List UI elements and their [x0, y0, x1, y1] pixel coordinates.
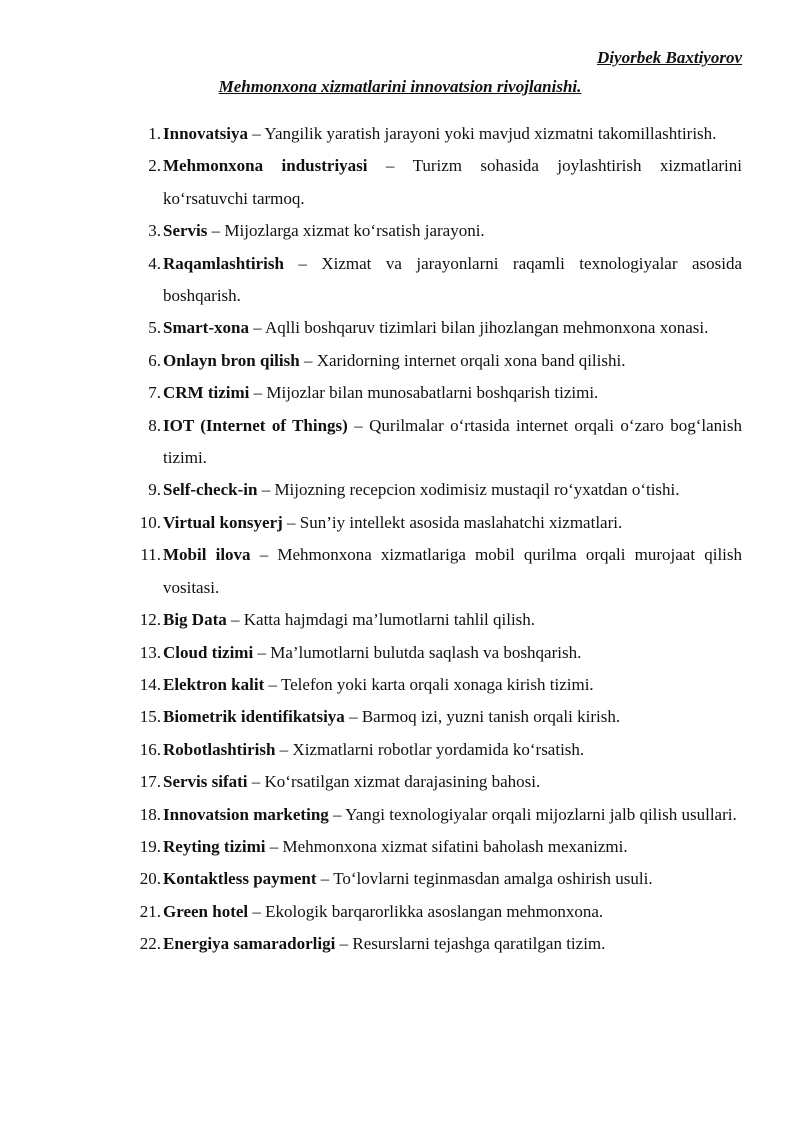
term-separator: – [282, 512, 300, 532]
glossary-item [0, 410, 800, 475]
term-separator: – [264, 674, 281, 694]
glossary-item [0, 766, 800, 798]
document-title: Mehmonxona xizmatlarini innovatsion rivojlanishi. [218, 77, 582, 96]
item-number: 22. [139, 934, 161, 954]
term-name: Virtual konsyerj [163, 512, 283, 532]
term-name: Innovatsiya [163, 124, 249, 143]
term-definition: Ko‘rsatilgan xizmat darajasining bahosi. [264, 772, 541, 792]
author-name: Diyorbek Baxtiyorov [597, 48, 742, 67]
glossary-item [0, 474, 800, 506]
item-number: 1. [148, 124, 161, 143]
term-definition: Xaridorning internet orqali xona band qilishi. [316, 350, 626, 370]
glossary-item [0, 345, 800, 377]
term-separator: – [265, 836, 283, 856]
term-definition: Sun’iy intellekt asosida maslahatchi xizmatlari. [299, 512, 623, 532]
term-name: Big Data [163, 610, 227, 630]
glossary-item [0, 896, 800, 928]
term-definition: Mehmonxona xizmat sifatini baholash mexanizmi. [282, 836, 628, 856]
glossary-item [0, 831, 800, 863]
glossary-item [0, 150, 800, 215]
term-name: Self-check-in [163, 480, 258, 500]
glossary-item [0, 701, 800, 733]
term-name: Servis sifati [163, 772, 248, 792]
term-name: Smart-xona [163, 318, 249, 338]
term-separator: – [253, 642, 271, 662]
glossary-item [0, 604, 800, 636]
item-number: 20. [139, 869, 161, 889]
term-name: Cloud tizimi [163, 642, 254, 662]
term-name: Innovatsion marketing [163, 804, 329, 824]
term-name: CRM tizimi [163, 383, 250, 403]
term-definition: Turizm sohasida joylashtirish xizmatlarini ko‘rsatuvchi tarmoq. [163, 156, 742, 208]
glossary-item [0, 669, 800, 701]
term-name: Mehmonxona industriyasi [163, 156, 368, 176]
term-definition: Yangi texnologiyalar orqali mijozlarni jalb qilish usullari. [345, 804, 737, 824]
item-number: 15. [139, 707, 161, 727]
item-number: 6. [148, 350, 161, 370]
item-number: 4. [148, 253, 161, 273]
term-separator: – [328, 804, 346, 824]
item-number: 2. [148, 156, 161, 176]
glossary-item [0, 928, 800, 960]
term-separator: – [367, 156, 413, 176]
term-separator: – [257, 480, 275, 500]
term-name: Elektron kalit [163, 674, 265, 694]
term-definition: Resurslarni tejashga qaratilgan tizim. [352, 934, 606, 954]
item-number: 21. [139, 901, 161, 921]
term-definition: Ma’lumotlarni bulutda saqlash va boshqarish. [270, 642, 582, 662]
glossary-item [0, 637, 800, 669]
term-separator: – [335, 934, 353, 954]
item-number: 18. [139, 804, 161, 824]
term-definition: Barmoq izi, yuzni tanish orqali kirish. [361, 707, 621, 727]
item-number: 10. [139, 512, 161, 532]
item-number: 13. [139, 642, 161, 662]
term-definition: Mijozlarga xizmat ko‘rsatish jarayoni. [224, 221, 485, 241]
term-name: Energiya samaradorligi [163, 934, 336, 954]
item-number: 17. [139, 772, 161, 792]
term-separator: – [344, 707, 362, 727]
term-definition: Xizmat va jarayonlarni raqamli texnologiyalar asosida boshqarish. [163, 253, 742, 306]
term-name: Servis [163, 221, 208, 241]
term-separator: – [250, 545, 278, 565]
glossary-item [0, 248, 800, 313]
item-number: 19. [139, 836, 161, 856]
term-definition: Qurilmalar o‘rtasida internet orqali o‘zaro bog‘lanish tizimi. [163, 415, 742, 468]
term-definition: Katta hajmdagi ma’lumotlarni tahlil qilish. [243, 610, 536, 630]
glossary-item [0, 312, 800, 344]
term-separator: – [226, 610, 244, 630]
glossary-item [0, 118, 800, 150]
glossary-list [0, 118, 800, 961]
item-number: 3. [148, 221, 161, 241]
term-separator: – [249, 383, 267, 403]
term-definition: Telefon yoki karta orqali xonaga kirish tizimi. [280, 674, 594, 694]
term-separator: – [248, 124, 265, 143]
item-number: 7. [148, 383, 161, 403]
term-separator: – [248, 318, 266, 338]
item-number: 8. [148, 415, 161, 435]
glossary-item [0, 799, 800, 831]
term-definition: Yangilik yaratish jarayoni yoki mavjud xizmatni takomillashtirish. [264, 124, 717, 143]
term-definition: To‘lovlarni teginmasdan amalga oshirish usuli. [333, 869, 653, 889]
glossary-item [0, 734, 800, 766]
term-definition: Mijozning recepcion xodimisiz mustaqil ro‘yxatdan o‘tishi. [274, 480, 680, 500]
term-name: Kontaktless payment [163, 869, 317, 889]
term-definition: Mijozlar bilan munosabatlarni boshqarish tizimi. [266, 383, 599, 403]
item-number: 11. [140, 545, 161, 565]
term-name: Onlayn bron qilish [163, 350, 300, 370]
term-name: Biometrik identifikatsiya [163, 707, 345, 727]
item-number: 16. [139, 739, 161, 759]
term-definition: Xizmatlarni robotlar yordamida ko‘rsatish. [292, 739, 585, 759]
term-separator: – [207, 221, 225, 241]
glossary-item [0, 215, 800, 247]
glossary-item [0, 507, 800, 539]
term-definition: Aqlli boshqaruv tizimlari bilan jihozlangan mehmonxona xonasi. [265, 318, 709, 338]
item-number: 5. [148, 318, 161, 338]
term-separator: – [316, 869, 334, 889]
term-name: Green hotel [163, 901, 249, 921]
term-separator: – [299, 350, 317, 370]
item-number: 9. [148, 480, 161, 500]
item-number: 12. [139, 610, 161, 630]
term-name: Raqamlashtirish [163, 253, 284, 273]
term-separator: – [283, 253, 322, 273]
term-separator: – [347, 415, 370, 435]
term-definition: Ekologik barqarorlikka asoslangan mehmonxona. [265, 901, 604, 921]
glossary-item [0, 539, 800, 604]
term-name: Reyting tizimi [163, 836, 266, 856]
item-number: 14. [139, 674, 161, 694]
term-separator: – [248, 901, 266, 921]
term-definition: Mehmonxona xizmatlariga mobil qurilma orqali murojaat qilish vositasi. [163, 545, 743, 597]
glossary-item [0, 377, 800, 409]
term-name: IOT (Internet of Things) [163, 415, 348, 435]
glossary-item [0, 863, 800, 895]
term-name: Mobil ilova [163, 545, 251, 565]
term-separator: – [247, 772, 265, 792]
term-separator: – [275, 739, 293, 759]
term-name: Robotlashtirish [163, 739, 276, 759]
